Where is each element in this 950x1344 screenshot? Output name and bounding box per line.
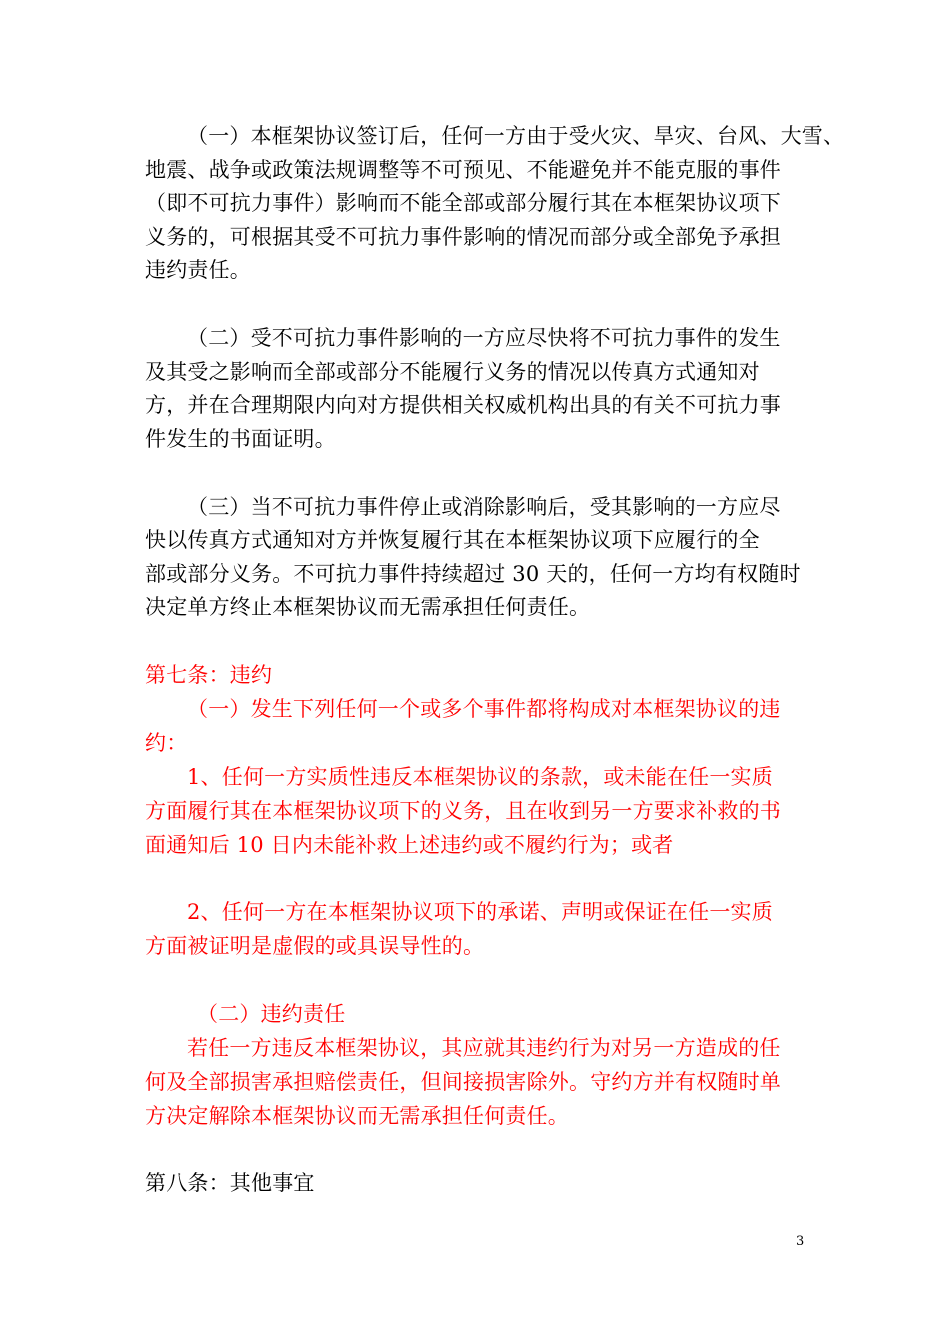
breach-event-1-line-3: 面通知后 10 日内未能补救上述违约或不履约行为；或者: [145, 833, 674, 857]
force-majeure-clause-3-line-1: （三）当不可抗力事件停止或消除影响后，受其影响的一方应尽: [187, 495, 781, 519]
force-majeure-clause-3-line-3: 部或部分义务。不可抗力事件持续超过 30 天的，任何一方均有权随时: [145, 562, 801, 586]
force-majeure-clause-2-line-3: 方，并在合理期限内向对方提供相关权威机构出具的有关不可抗力事: [145, 393, 781, 417]
page-number: 3: [796, 1234, 805, 1249]
force-majeure-clause-2-line-1: （二）受不可抗力事件影响的一方应尽快将不可抗力事件的发生: [187, 326, 781, 350]
breach-liability-heading: （二）违约责任: [197, 1002, 346, 1026]
force-majeure-clause-2-line-4: 件发生的书面证明。: [145, 427, 336, 451]
breach-events-intro-line-2: 约：: [145, 731, 188, 755]
breach-event-2-line-2: 方面被证明是虚假的或具误导性的。: [145, 934, 485, 958]
force-majeure-clause-3-line-2: 快以传真方式通知对方并恢复履行其在本框架协议项下应履行的全: [145, 528, 760, 552]
breach-event-1-line-2: 方面履行其在本框架协议项下的义务，且在收到另一方要求补救的书: [145, 799, 781, 823]
breach-liability-line-1: 若任一方违反本框架协议，其应就其违约行为对另一方造成的任: [187, 1036, 781, 1060]
force-majeure-clause-1-line-1: （一）本框架协议签订后，任何一方由于受火灾、旱灾、台风、大雪、: [187, 124, 845, 148]
article-8-heading: 第八条：其他事宜: [145, 1171, 315, 1195]
force-majeure-clause-1-line-4: 义务的，可根据其受不可抗力事件影响的情况而部分或全部免予承担: [145, 225, 781, 249]
breach-liability-line-3: 方决定解除本框架协议而无需承担任何责任。: [145, 1104, 569, 1128]
breach-event-1-line-1: 1、任何一方实质性违反本框架协议的条款，或未能在任一实质: [187, 765, 773, 789]
breach-liability-line-2: 何及全部损害承担赔偿责任，但间接损害除外。守约方并有权随时单: [145, 1070, 781, 1094]
force-majeure-clause-3-line-4: 决定单方终止本框架协议而无需承担任何责任。: [145, 595, 591, 619]
force-majeure-clause-1-line-5: 违约责任。: [145, 258, 251, 282]
force-majeure-clause-1-line-2: 地震、战争或政策法规调整等不可预见、不能避免并不能克服的事件: [145, 158, 781, 182]
breach-event-2-line-1: 2、任何一方在本框架协议项下的承诺、声明或保证在任一实质: [187, 900, 773, 924]
breach-events-intro-line-1: （一）发生下列任何一个或多个事件都将构成对本框架协议的违: [187, 697, 781, 721]
article-7-heading: 第七条：违约: [145, 663, 273, 687]
force-majeure-clause-2-line-2: 及其受之影响而全部或部分不能履行义务的情况以传真方式通知对: [145, 360, 760, 384]
force-majeure-clause-1-line-3: （即不可抗力事件）影响而不能全部或部分履行其在本框架协议项下: [145, 191, 781, 215]
